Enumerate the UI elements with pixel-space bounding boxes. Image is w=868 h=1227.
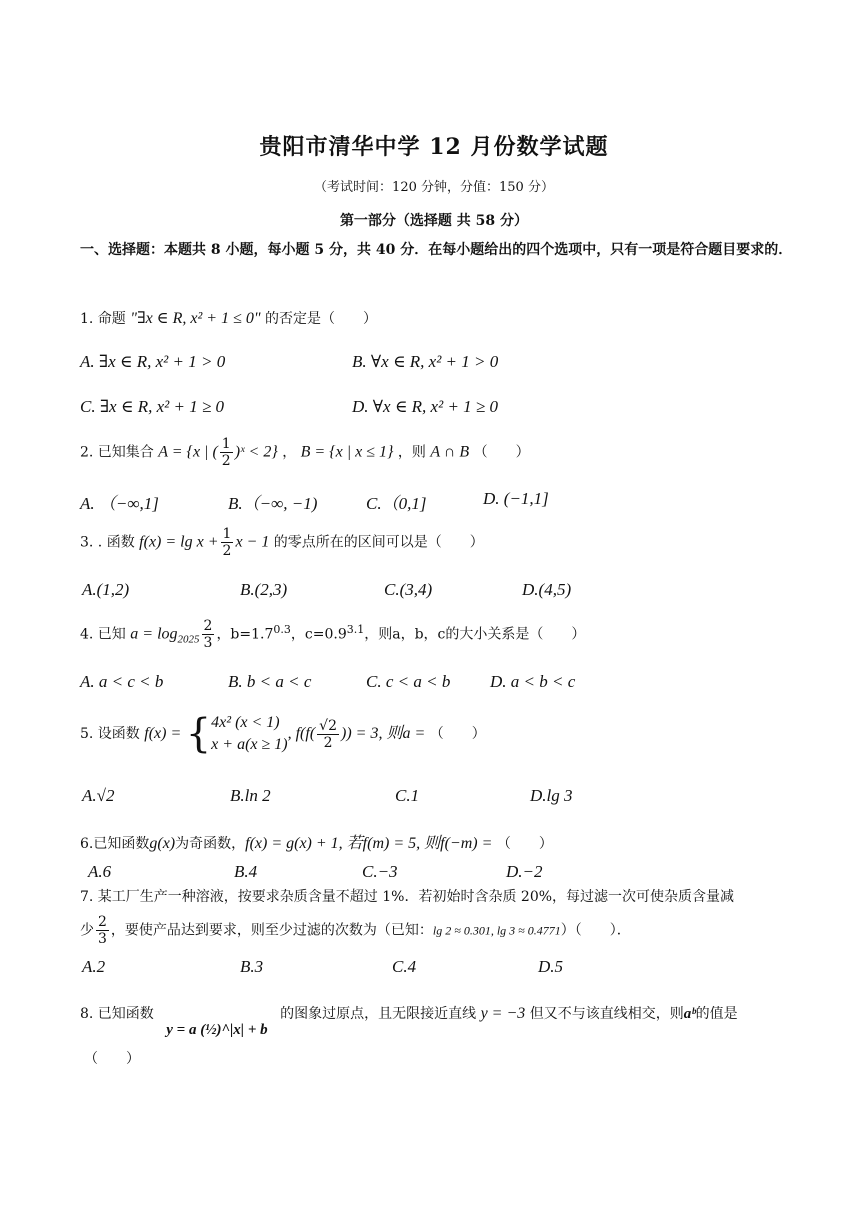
q1-option-c: C. ∃x ∈ R, x² + 1 ≥ 0 bbox=[80, 397, 225, 416]
question-prefix: 6.已知函数 bbox=[80, 836, 150, 852]
fraction bbox=[220, 436, 233, 469]
question-text: 少 bbox=[80, 922, 94, 939]
q6-option-d: D.−2 bbox=[506, 862, 543, 881]
fraction-denominator: 3 bbox=[203, 635, 213, 651]
question-suffix: （ ） bbox=[496, 836, 553, 852]
question-2 bbox=[80, 436, 530, 469]
fraction-denominator: 2 bbox=[323, 734, 333, 751]
fraction bbox=[96, 914, 109, 947]
q1-option-a: A. ∃x ∈ R, x² + 1 > 0 bbox=[80, 352, 226, 371]
question-formula: "∃x ∈ R, x² + 1 ≤ 0" bbox=[130, 310, 261, 327]
log-base: 2025 bbox=[177, 633, 200, 646]
q5-option-b: B.ln 2 bbox=[230, 786, 271, 805]
fraction-numerator: 1 bbox=[222, 526, 232, 542]
q2-option-b: B.（−∞, −1) bbox=[228, 494, 318, 513]
q7-option-b: B.3 bbox=[240, 957, 264, 976]
question-7-line-2 bbox=[80, 914, 631, 947]
question-suffix: （ ） bbox=[429, 726, 486, 742]
fraction-numerator: 1 bbox=[221, 436, 231, 452]
page-title: 贵阳市清华中学 12 月份数学试题 bbox=[259, 134, 609, 160]
formula-part: )) = 3, 则a = bbox=[340, 725, 426, 742]
question-suffix: ，则a，b，c的大小关系是（ ） bbox=[364, 626, 586, 643]
q3-option-c: C.(3,4) bbox=[384, 580, 433, 599]
exam-info: （考试时间：120 分钟，分值：150 分） bbox=[314, 180, 554, 195]
question-prefix: 3. . 函数 bbox=[80, 534, 135, 551]
q6-option-c: C.−3 bbox=[362, 862, 398, 881]
question-text: 但又不与该直线相交，则 bbox=[529, 1006, 684, 1022]
q2-option-d: D. (−1,1] bbox=[483, 489, 549, 508]
q5-option-a: A.√2 bbox=[82, 786, 115, 805]
formula-part: a = log bbox=[130, 625, 178, 643]
q4-option-b: B. b < a < c bbox=[228, 672, 312, 691]
fraction-numerator: √2 bbox=[319, 717, 337, 734]
q2-option-c: C.（0,1] bbox=[366, 494, 427, 513]
q4-option-d: D. a < b < c bbox=[490, 672, 576, 691]
question-prefix: 8. 已知函数 bbox=[80, 1006, 154, 1022]
q3-option-d: D.(4,5) bbox=[522, 580, 572, 599]
fraction bbox=[202, 618, 215, 651]
question-prefix: 2. 已知集合 bbox=[80, 444, 154, 461]
question-3 bbox=[80, 526, 484, 559]
formula-part: B = {x | x ≤ 1} bbox=[300, 443, 394, 461]
question-prefix: 4. 已知 bbox=[80, 626, 126, 643]
question-5 bbox=[80, 712, 486, 756]
q4-option-a: A. a < c < b bbox=[80, 672, 164, 691]
exponent: 3.1 bbox=[346, 622, 365, 636]
question-6 bbox=[80, 830, 553, 853]
question-suffix: ）（ ）． bbox=[560, 922, 631, 939]
q1-option-b: B. ∀x ∈ R, x² + 1 > 0 bbox=[352, 352, 499, 371]
question-text: 为奇函数， bbox=[175, 836, 246, 852]
question-8 bbox=[80, 1003, 738, 1038]
formula-part: ，b=1.7 bbox=[216, 626, 274, 643]
question-text: 的图象过原点，且无限接近直线 bbox=[280, 1006, 477, 1022]
question-prefix: 5. 设函数 bbox=[80, 726, 140, 742]
q6-option-b: B.4 bbox=[234, 862, 258, 881]
formula-part: , f(f( bbox=[287, 725, 316, 742]
question-4 bbox=[80, 618, 585, 651]
question-8-answer-blank: （ ） bbox=[84, 1051, 140, 1067]
fraction-numerator: 2 bbox=[203, 618, 213, 634]
part-heading: 第一部分（选择题 共 58 分） bbox=[339, 213, 529, 229]
formula-part: g(x) bbox=[149, 835, 176, 852]
question-suffix: 的零点所在的区间可以是（ ） bbox=[273, 534, 484, 551]
case-2: x + a(x ≥ 1) bbox=[211, 736, 288, 753]
formula-part: f(x) = lg x + bbox=[139, 533, 219, 551]
q3-option-b: B.(2,3) bbox=[240, 580, 288, 599]
q6-option-a: A.6 bbox=[88, 862, 112, 881]
function-formula: y = a (½)^|x| + b bbox=[166, 1022, 268, 1038]
q2-option-a: A. （−∞,1] bbox=[80, 494, 159, 513]
exponent: 0.3 bbox=[273, 622, 291, 636]
formula-part: A ∩ B bbox=[430, 443, 470, 461]
question-suffix: （ ） bbox=[473, 444, 530, 461]
formula-part: x − 1 bbox=[235, 533, 270, 551]
fraction-denominator: 3 bbox=[98, 931, 107, 947]
question-suffix: 的否定是（ ） bbox=[265, 311, 378, 327]
separator: ， bbox=[282, 444, 297, 461]
question-text: ，则 bbox=[397, 444, 426, 461]
section-instructions: 一、选择题：本题共 8 小题，每小题 5 分，共 40 分．在每小题给出的四个选项中，只有一项是符合题目要求的． bbox=[80, 242, 793, 258]
fraction-denominator: 2 bbox=[221, 453, 231, 469]
question-suffix: 的值是 bbox=[695, 1006, 738, 1022]
q5-option-d: D.lg 3 bbox=[530, 786, 573, 805]
brace-icon: { bbox=[185, 711, 212, 757]
question-text: ，要使产品达到要求，则至少过滤的次数为（已知： bbox=[110, 922, 433, 939]
case-1: 4x² (x < 1) bbox=[211, 714, 280, 731]
q3-option-a: A.(1,2) bbox=[82, 580, 130, 599]
formula-part: aᵇ bbox=[683, 1006, 696, 1022]
question-1 bbox=[80, 308, 377, 328]
fraction-denominator: 2 bbox=[222, 543, 232, 559]
q4-option-c: C. c < a < b bbox=[366, 672, 451, 691]
q7-option-d: D.5 bbox=[538, 957, 564, 976]
question-7-line-1: 7. 某工厂生产一种溶液，按要求杂质含量不超过 1%．若初始时含杂质 20%，每过滤一次可使杂质含量减 bbox=[80, 889, 735, 905]
formula-part: y = −3 bbox=[480, 1005, 526, 1022]
formula-part: ，c=0.9 bbox=[290, 626, 347, 643]
q7-option-c: C.4 bbox=[392, 957, 417, 976]
fraction bbox=[221, 526, 234, 559]
fraction-numerator: 2 bbox=[98, 914, 107, 930]
q5-option-c: C.1 bbox=[395, 786, 420, 805]
question-prefix: 1. 命题 bbox=[80, 311, 126, 327]
known-values: lg 2 ≈ 0.301, lg 3 ≈ 0.4771 bbox=[432, 923, 561, 938]
q1-option-d: D. ∀x ∈ R, x² + 1 ≥ 0 bbox=[352, 397, 498, 416]
q7-option-a: A.2 bbox=[82, 957, 106, 976]
piecewise-cases bbox=[211, 712, 287, 756]
formula-part: A = {x | ( bbox=[158, 443, 218, 461]
formula-part: f(x) = bbox=[144, 725, 182, 742]
fraction bbox=[317, 718, 339, 751]
formula-part: )ˣ < 2} bbox=[234, 443, 278, 461]
formula-part: f(x) = g(x) + 1, 若f(m) = 5, 则f(−m) = bbox=[245, 835, 493, 852]
